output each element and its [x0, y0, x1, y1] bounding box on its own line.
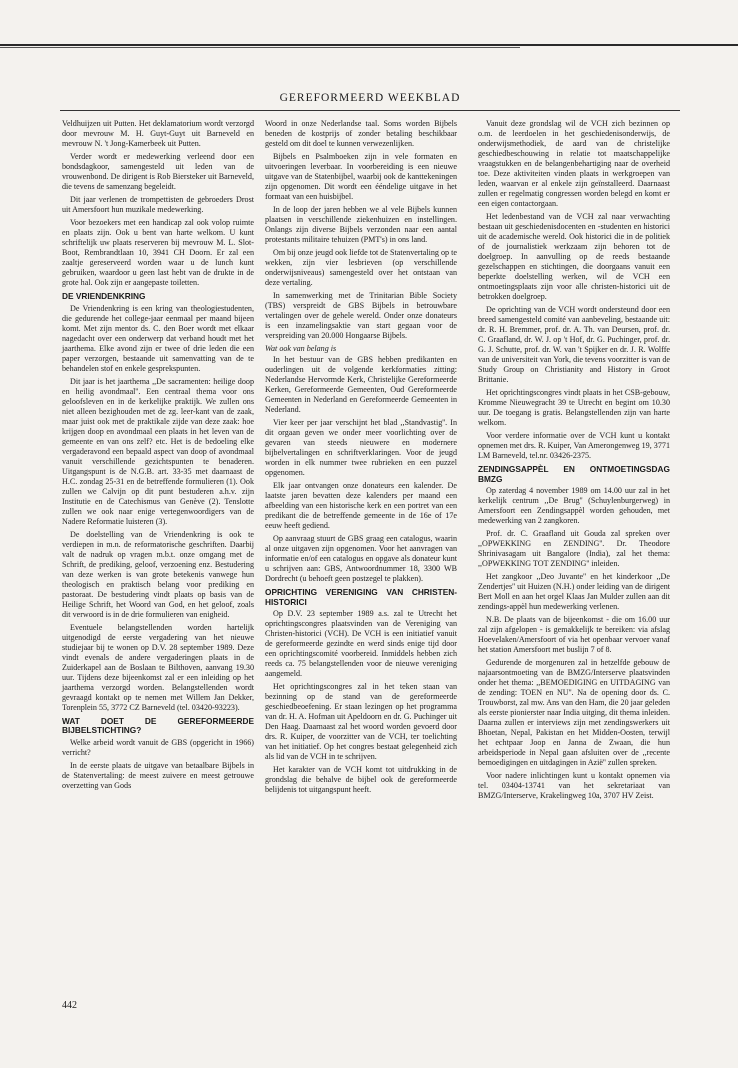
paragraph: In samenwerking met de Trinitarian Bible Society (TBS) verspreidt de GBS Bijbels in betrouwbare vertalingen over de gehele wereld. Onder onze donateurs is een inzamelingsaktie van start gegaan voor de verspreiding van 20.000 Hongaarse Bijbels.	[265, 291, 457, 340]
paragraph: Prof. dr. C. Graafland uit Gouda zal spreken over ,,OPWEKKING en ZENDING''. Dr. Theodore Shrinivasagam uit Bangalore (India), zal het thema: ,,OPWEKKING TOT ZENDING'' inleiden.	[478, 529, 670, 568]
paragraph: Gedurende de morgenuren zal in hetzelfde gebouw de najaarsontmoeting van de BMZG/Interserve plaatsvinden onder het thema: ,,BEMOEDIGING en UITDAGING van de zending: TOEN en NU''. Na de opening door ds. C. Trouwborst, zal mw. Ans van den Ham, die 20 jaar geleden als eerste pionierster naar India uitging, dit thema inleiden. Daarna zullen er interviews zijn met zendingswerkers uit Bhoetan, Nepal, Pakistan en het Midden-Oosten, terwijl het echtpaar Joop en Janna de Zwaan, die hun arbeidsperiode in Nepal gaan afsluiten over de ,,recente bemoedigingen en uitdagingen in Azië'' zullen spreken.	[478, 658, 670, 767]
paragraph: In de loop der jaren hebben we al vele Bijbels kunnen plaatsen in verschillende ziekenhuizen en instellingen. Onlangs zijn diverse Bijbels verzonden naar een aantal protestants militaire tehuizen (PMT's) in ons land.	[265, 205, 457, 244]
paragraph: Op aanvraag stuurt de GBS graag een catalogus, waarin al onze uitgaven zijn opgenomen. Voor het aanvragen van informatie en/of een catalogus en opgave als donateur kunt u schrijven aan: GBS, Antwoordnummer 18, 3300 WB Dordrecht (u behoeft geen postzegel te plakken).	[265, 534, 457, 583]
paragraph: Verder wordt er medewerking verleend door een bondsdagkoor, samengesteld uit leden van de vrouwenbond. De dirigent is Rob Biersteker uit Barneveld, die tevens de samenzang begeleidt.	[62, 152, 254, 191]
section-heading: DE VRIENDENKRING	[62, 291, 146, 301]
paragraph: Welke arbeid wordt vanuit de GBS (opgericht in 1966) verricht?	[62, 737, 254, 757]
paragraph: Eventuele belangstellenden worden hartelijk uitgenodigd de eerste vergadering van het nieuwe studiejaar bij te wonen op D.V. 28 september 1989. Deze vindt evenals de andere vergaderingen plaats in de Zuiderkapel aan de Boslaan te Bilthoven, aanvang 19.30 uur. Tijdens deze bijeenkomst zal er een inleiding op het jaarthema verzorgd worden. Belangstellenden wordt gevraagd kontakt op te nemen met Willem Jan Dekker, Torenplein 55, 3772 CZ Barneveld (tel. 03420-93223).	[62, 622, 254, 712]
paragraph: Voor nadere inlichtingen kunt u kontakt opnemen via tel. 03404-13741 van het sekretariaat van BMZG/Interserve, Krakelingweg 10a, 3707 HV Zeist.	[478, 771, 670, 800]
paragraph: Het zangkoor ,,Deo Juvante'' en het kinderkoor ,,De Zendertjes'' uit Huizen (N.H.) onder leiding van de dirigent Bert Moll en aan het orgel Klaas Jan Mulder zullen aan dit zendings-appèl hun medewerking verlenen.	[478, 572, 670, 611]
paragraph: In de eerste plaats de uitgave van betaalbare Bijbels in de Statenvertaling: de meest zuivere en meest getrouwe overzetting van Gods	[62, 760, 254, 790]
paragraph: Voor verdere informatie over de VCH kunt u kontakt opnemen met drs. R. Kuiper, Van Amerongenweg 19, 3771 LM Barneveld, tel.nr. 03426-2375.	[478, 431, 670, 460]
top-rule-thin	[0, 47, 520, 48]
section-heading: WAT DOET DE GEREFORMEERDE BIJBELSTICHTING?	[62, 715, 254, 735]
column-1	[62, 119, 254, 794]
paragraph: Elk jaar ontvangen onze donateurs een kalender. De laatste jaren bevatten deze kalenders per maand een afbeelding van een historische kerk en een portret van een predikant die de betreffende gemeente in de 16e of 17e eeuw heeft gediend.	[265, 481, 457, 530]
paragraph: N.B. De plaats van de bijeenkomst - die om 16.00 uur zal zijn afgelopen - is gemakkelijk te bereiken: via afslag Hoevelaken/Amersfoort of via het openbaar vervoer vanaf het station Amersfoort met buslijn 7 of 8.	[478, 615, 670, 654]
top-rule	[0, 44, 738, 46]
paragraph: Het ledenbestand van de VCH zal naar verwachting bestaan uit geschiedenisdocenten en -studenten en historici uit de academische wereld. Ook historici die in de politiek of de journalistiek werkzaam zijn behoren tot de doelgroep. In aanvulling op de reeds bestaande gezelschappen en stichtingen, die doorgaans vanuit een beperkte doelstelling werken, wil de VCH een ontmoetingsplaats zijn voor alle christen-historici uit de betrokken doelgroep.	[478, 212, 670, 301]
paragraph: Bijbels en Psalmboeken zijn in vele formaten en uitvoeringen leverbaar. In voorbereiding is een nieuwe uitgave van de Statenbijbel, waarbij ook de kanttekeningen zijn opgenomen. Dit wordt een ééndelige uitgave in het formaat van een huisbijbel.	[265, 152, 457, 201]
paragraph: Het oprichtingscongres vindt plaats in het CSB-gebouw, Kromme Nieuwegracht 39 te Utrecht en begint om 10.30 uur. De toegang is gratis. Belangstellenden zijn van harte welkom.	[478, 388, 670, 427]
paragraph: In het bestuur van de GBS hebben predikanten en ouderlingen uit de volgende kerkformaties zitting: Nederlandse Hervormde Kerk, Christelijke Gereformeerde Kerken, Gereformeerde Gemeenten, Oud Gereformeerde Gemeenten in Nederland en Gereformeerde Gemeenten in Nederland.	[265, 355, 457, 414]
paragraph: Veldhuijzen uit Putten. Het deklamatorium wordt verzorgd door mevrouw M. H. Guyt-Guyt uit Barneveld en mevrouw N. 't Jong-Kamerbeek uit Putten.	[62, 119, 254, 148]
header-rule	[60, 110, 680, 111]
paragraph: De Vriendenkring is een kring van theologiestudenten, die gedurende het college-jaar eenmaal per maand bijeen komt. Met zijn mentor ds. C. den Boer wordt met elkaar nagedacht over een onderwerp dat verband houdt met het jaarthema. Elke avond zijn er twee of drie leden die een paper verzorgen, bestaande uit samenvatting van de te behandelen stof en enkele gesprekspunten.	[62, 303, 254, 373]
section-heading: OPRICHTING VERENIGING VAN CHRISTEN-HISTORICI	[265, 587, 457, 607]
paragraph: Het oprichtingscongres zal in het teken staan van bezinning op de stand van de gereformeerde geschiedbeoefening. Er staan lezingen op het programma van dr. H. A. Hofman uit Apeldoorn en dr. G. Puchinger uit Den Haag. Daarnaast zal het woord worden gevoerd door drs. R. Kuiper, de voorzitter van de VCH, ter toelichting van het initiatief. Op het congres bestaat gelegenheid zich als lid van de VCH in te schrijven.	[265, 682, 457, 761]
running-header: GEREFORMEERD WEEKBLAD	[279, 92, 461, 104]
section-heading: ZENDINGSAPPÈL EN ONTMOETINGSDAG BMZG	[478, 464, 670, 484]
paragraph: Dit jaar is het jaarthema ,,De sacramenten: heilige doop en heilig avondmaal''. Een centraal thema voor ons geloofsleven en in de kerkelijke praktijk. We zullen ons niet alleen bezighouden met de zg. leer-kant van de zaak, maar juist ook met de praktikale zijde van deze zaak: hoe krijgen doop en avondmaal een plaats in het leven van de gemeente en van ons zelf? etc. Het is de bedoeling elke vergaderavond een bepaald aspect van doop of avondmaal vanuit verschillende gezichtspunten te benaderen. Uitgangspunt is de N.G.B. art. 33-35 met daarnaast de H.C. zondag 25-31 en de betreffende formulieren (1). Ook zullen we Calvijn op dit punt bestuderen a.h.v. zijn Institutie en de Catechismus van Genève (2). Tenslotte zullen we ook naar enige vertegenwoordigers van de Nadere Reformatie luisteren (3).	[62, 376, 254, 526]
paragraph: Vier keer per jaar verschijnt het blad ,,Standvastig''. In dit orgaan geven we onder meer voorlichting over de gevaren van steeds nieuwere en modernere bijbelvertalingen en schriftverklaringen. Voor de jeugd worden in elk nummer twee rubrieken en een puzzel opgenomen.	[265, 418, 457, 477]
column-3	[478, 119, 670, 804]
subheading: Wat ook van belang is	[265, 344, 337, 353]
paragraph: Woord in onze Nederlandse taal. Soms worden Bijbels beneden de kostprijs of zonder betaling beschikbaar gesteld om dit doel te kunnen verwezenlijken.	[265, 119, 457, 148]
paragraph: De oprichting van de VCH wordt ondersteund door een breed samengesteld comité van aanbeveling, bestaande uit: dr. R. H. Bremmer, prof. dr. A. Th. van Deursen, prof. dr. C. Graafland, dr. W. J. op 't Hof, dr. G. Puchinger, prof. dr. G. J. Schutte, prof. dr. W. van 't Spijker en dr. J. R. Wolffe van de universiteit van York, die tevens voorzitter is van de Study Group on Christianity and History in Groot Brittanie.	[478, 305, 670, 384]
paragraph: De doelstelling van de Vriendenkring is ook te verdiepen in m.n. de reformatorische geschriften. Daarbij valt de nadruk op vragen m.b.t. onze omgang met de Schrift, de prediking, geloof, verzoening enz. Bestudering van deze werken is van grote betekenis vanwege hun theologisch en praktisch belang voor prediking en pastoraat. De bestudering vindt plaats op basis van de Heilige Schrift, het Woord van God, en het geloof, zoals dit verwoord is in de drie formulieren van enigheid.	[62, 529, 254, 619]
paragraph: Vanuit deze grondslag wil de VCH zich bezinnen op o.m. de leerdoelen in het geschiedenisonderwijs, de onderwijsmethodiek, de aard van de christelijke geschiedbeschouwing in relatie tot maatschappelijke vraagstukken en de belangenbehartiging naar de overheid toe. Deze aktiviteiten vinden plaats in werkgroepen van leden, waarvan er al enkele zijn geïnstalleerd. Daarnaast zullen er regelmatig congressen worden belegd en komt er een eigen contactorgaan.	[478, 119, 670, 208]
page-number: 442	[62, 1000, 77, 1011]
paragraph: Om bij onze jeugd ook liefde tot de Statenvertaling op te wekken, zijn vier lesbrieven (op verschillende onderwijsniveaus) samengesteld over het ontstaan van deze vertaling.	[265, 248, 457, 287]
paragraph: Het karakter van de VCH komt tot uitdrukking in de grondslag die behalve de bijbel ook de gereformeerde belijdenis tot uitgangspunt heeft.	[265, 765, 457, 794]
paragraph: Op zaterdag 4 november 1989 om 14.00 uur zal in het kerkelijk centrum ,,De Brug'' (Schuylenburgerweg) in Amersfoort een Zendingsappèl worden gehouden, met medewerking van 2 zangkoren.	[478, 486, 670, 525]
paragraph: Op D.V. 23 september 1989 a.s. zal te Utrecht het oprichtingscongres plaatsvinden van de Vereniging van Christen-historici (VCH). De VCH is een initiatief vanuit de gereformeerde gezindte en werd sinds enige tijd door een oprichtingscomité voorbereid. Inmiddels hebben zich reeds ca. 75 belangstellenden voor de nieuwe vereniging aangemeld.	[265, 609, 457, 678]
paragraph: Dit jaar verlenen de trompettisten de gebroeders Drost uit Amersfoort hun muzikale medewerking.	[62, 195, 254, 214]
column-2	[265, 119, 457, 798]
paragraph: Voor bezoekers met een handicap zal ook volop ruimte en plaats zijn. Ook u bent van harte welkom. U kunt schriftelijk uw plaats reserveren bij mevrouw M. L. Slot-Boot, Rembrandtlaan 10, 3941 CH Doorn. Er zal een zaaltje gereserveerd worden waar u de lunch kunt gebruiken, waardoor u geen last hebt van de drukte in de grote hal. Ook zijn er aangepaste toiletten.	[62, 218, 254, 287]
